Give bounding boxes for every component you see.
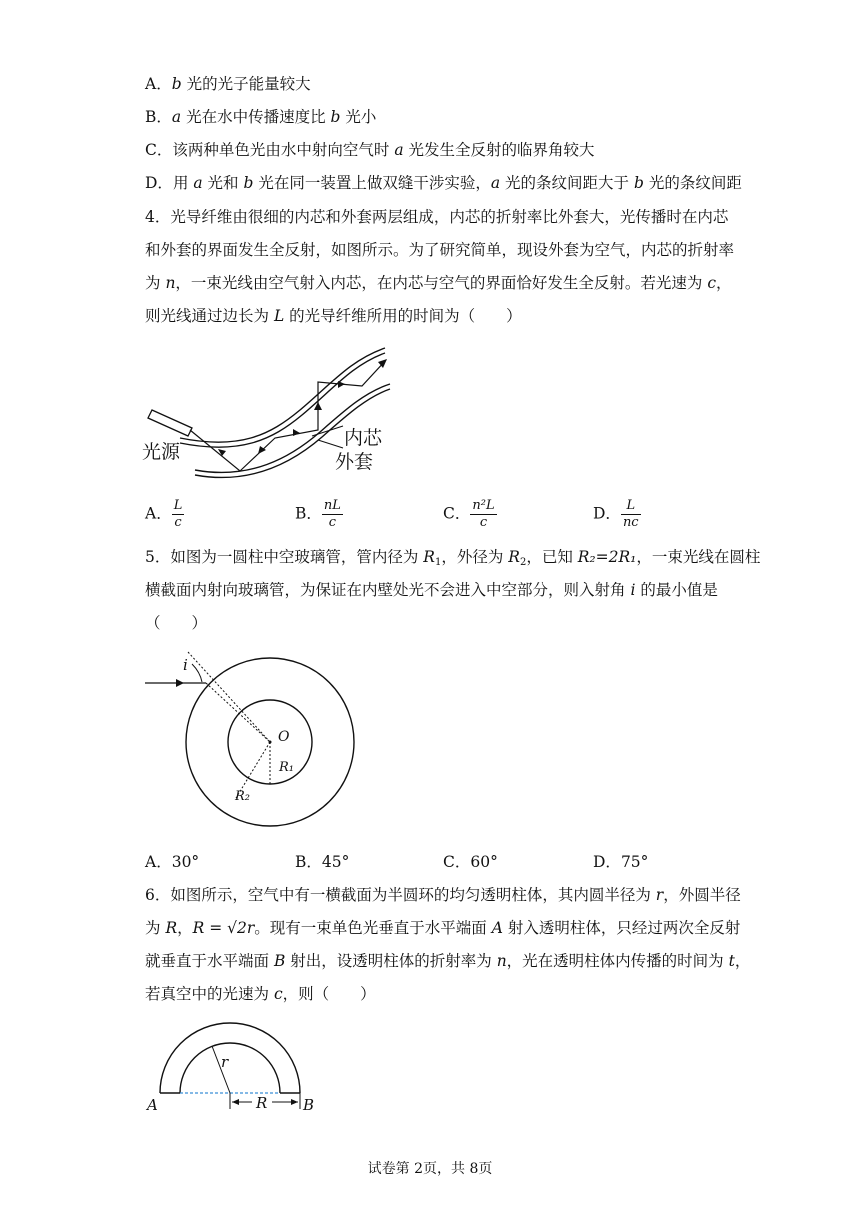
fig-label-source: 光源 — [142, 442, 181, 463]
q5-option-b: B．45° — [295, 853, 350, 871]
q5-option-c: C．60° — [443, 853, 498, 871]
q5-option-a: A．30° — [145, 853, 200, 871]
fig-label-o: O — [278, 729, 290, 745]
q5-option-d: D．75° — [593, 853, 649, 871]
page-footer: 试卷第 2页，共 8页 — [367, 1161, 493, 1177]
q4-option-d: D． $\frac{L}{nc}$ — [593, 498, 639, 530]
q4-text-line-2: 和外套的界面发生全反射，如图所示。为了研究简单，现设外套为空气，内芯的折射率 — [145, 241, 735, 259]
q3-option-c: C．该两种单色光由水中射向空气时 a 光发生全反射的临界角较大 — [145, 141, 595, 159]
fig-label-big-r: R — [256, 1094, 268, 1112]
q5-text-line-1: 5．如图为一圆柱中空玻璃管，管内径为 $R_1$，外径为 $R_2$，已知 R₂=2R₁，一束光线在圆柱 — [145, 548, 761, 568]
fig-label-r2: R₂ — [235, 789, 250, 804]
q4-option-b: B． $\frac{nL}{c}$ — [295, 498, 341, 530]
q6-text-line-2: 为 R，R = √2r。现有一束单色光垂直于水平端面 A 射入透明柱体，只经过两次全反射 — [145, 919, 741, 937]
fig-label-r1: R₁ — [279, 760, 294, 775]
q3-option-a: A．b 光的光子能量较大 — [145, 75, 311, 93]
optical-fiber-figure — [140, 340, 400, 480]
q5-text-line-2: 横截面内射向玻璃管，为保证在内壁处光不会进入中空部分，则入射角 i 的最小值是 — [145, 581, 718, 599]
fig-label-a: A — [147, 1096, 158, 1114]
q4-text-line-4: 则光线通过边长为 L 的光导纤维所用的时间为（ ） — [145, 307, 522, 325]
fig-label-core: 内芯 — [344, 428, 383, 449]
semi-annulus-figure — [140, 1015, 340, 1120]
q5-text-line-3: （ ） — [145, 614, 208, 632]
fig-label-b: B — [303, 1096, 315, 1114]
q4-option-a: A． $\frac{L}{c}$ — [145, 498, 183, 530]
fig-label-i: i — [183, 656, 188, 674]
q4-text-line-1: 4．光导纤维由很细的内芯和外套两层组成，内芯的折射率比外套大，光传播时在内芯 — [145, 208, 729, 226]
light-source-icon — [148, 410, 192, 436]
fig-label-r: r — [221, 1053, 229, 1071]
q6-text-line-1: 6．如图所示，空气中有一横截面为半圆环的均匀透明柱体，其内圆半径为 r，外圆半径 — [145, 886, 741, 904]
q3-option-d: D．用 a 光和 b 光在同一装置上做双缝干涉实验，a 光的条纹间距大于 b 光的条纹间距 — [145, 174, 742, 192]
q6-text-line-4: 若真空中的光速为 c，则（ ） — [145, 985, 376, 1003]
q4-option-c: C． $\frac{\text{n²L}}{c}$ — [443, 498, 495, 530]
q4-text-line-3: 为 n，一束光线由空气射入内芯，在内芯与空气的界面恰好发生全反射。若光速为 c， — [145, 274, 732, 292]
q6-text-line-3: 就垂直于水平端面 B 射出，设透明柱体的折射率为 n，光在透明柱体内传播的时间为 t， — [145, 952, 751, 970]
glass-tube-figure — [140, 650, 370, 840]
q3-option-b: B．a 光在水中传播速度比 b 光小 — [145, 108, 377, 126]
fig-label-cladding: 外套 — [335, 452, 374, 473]
